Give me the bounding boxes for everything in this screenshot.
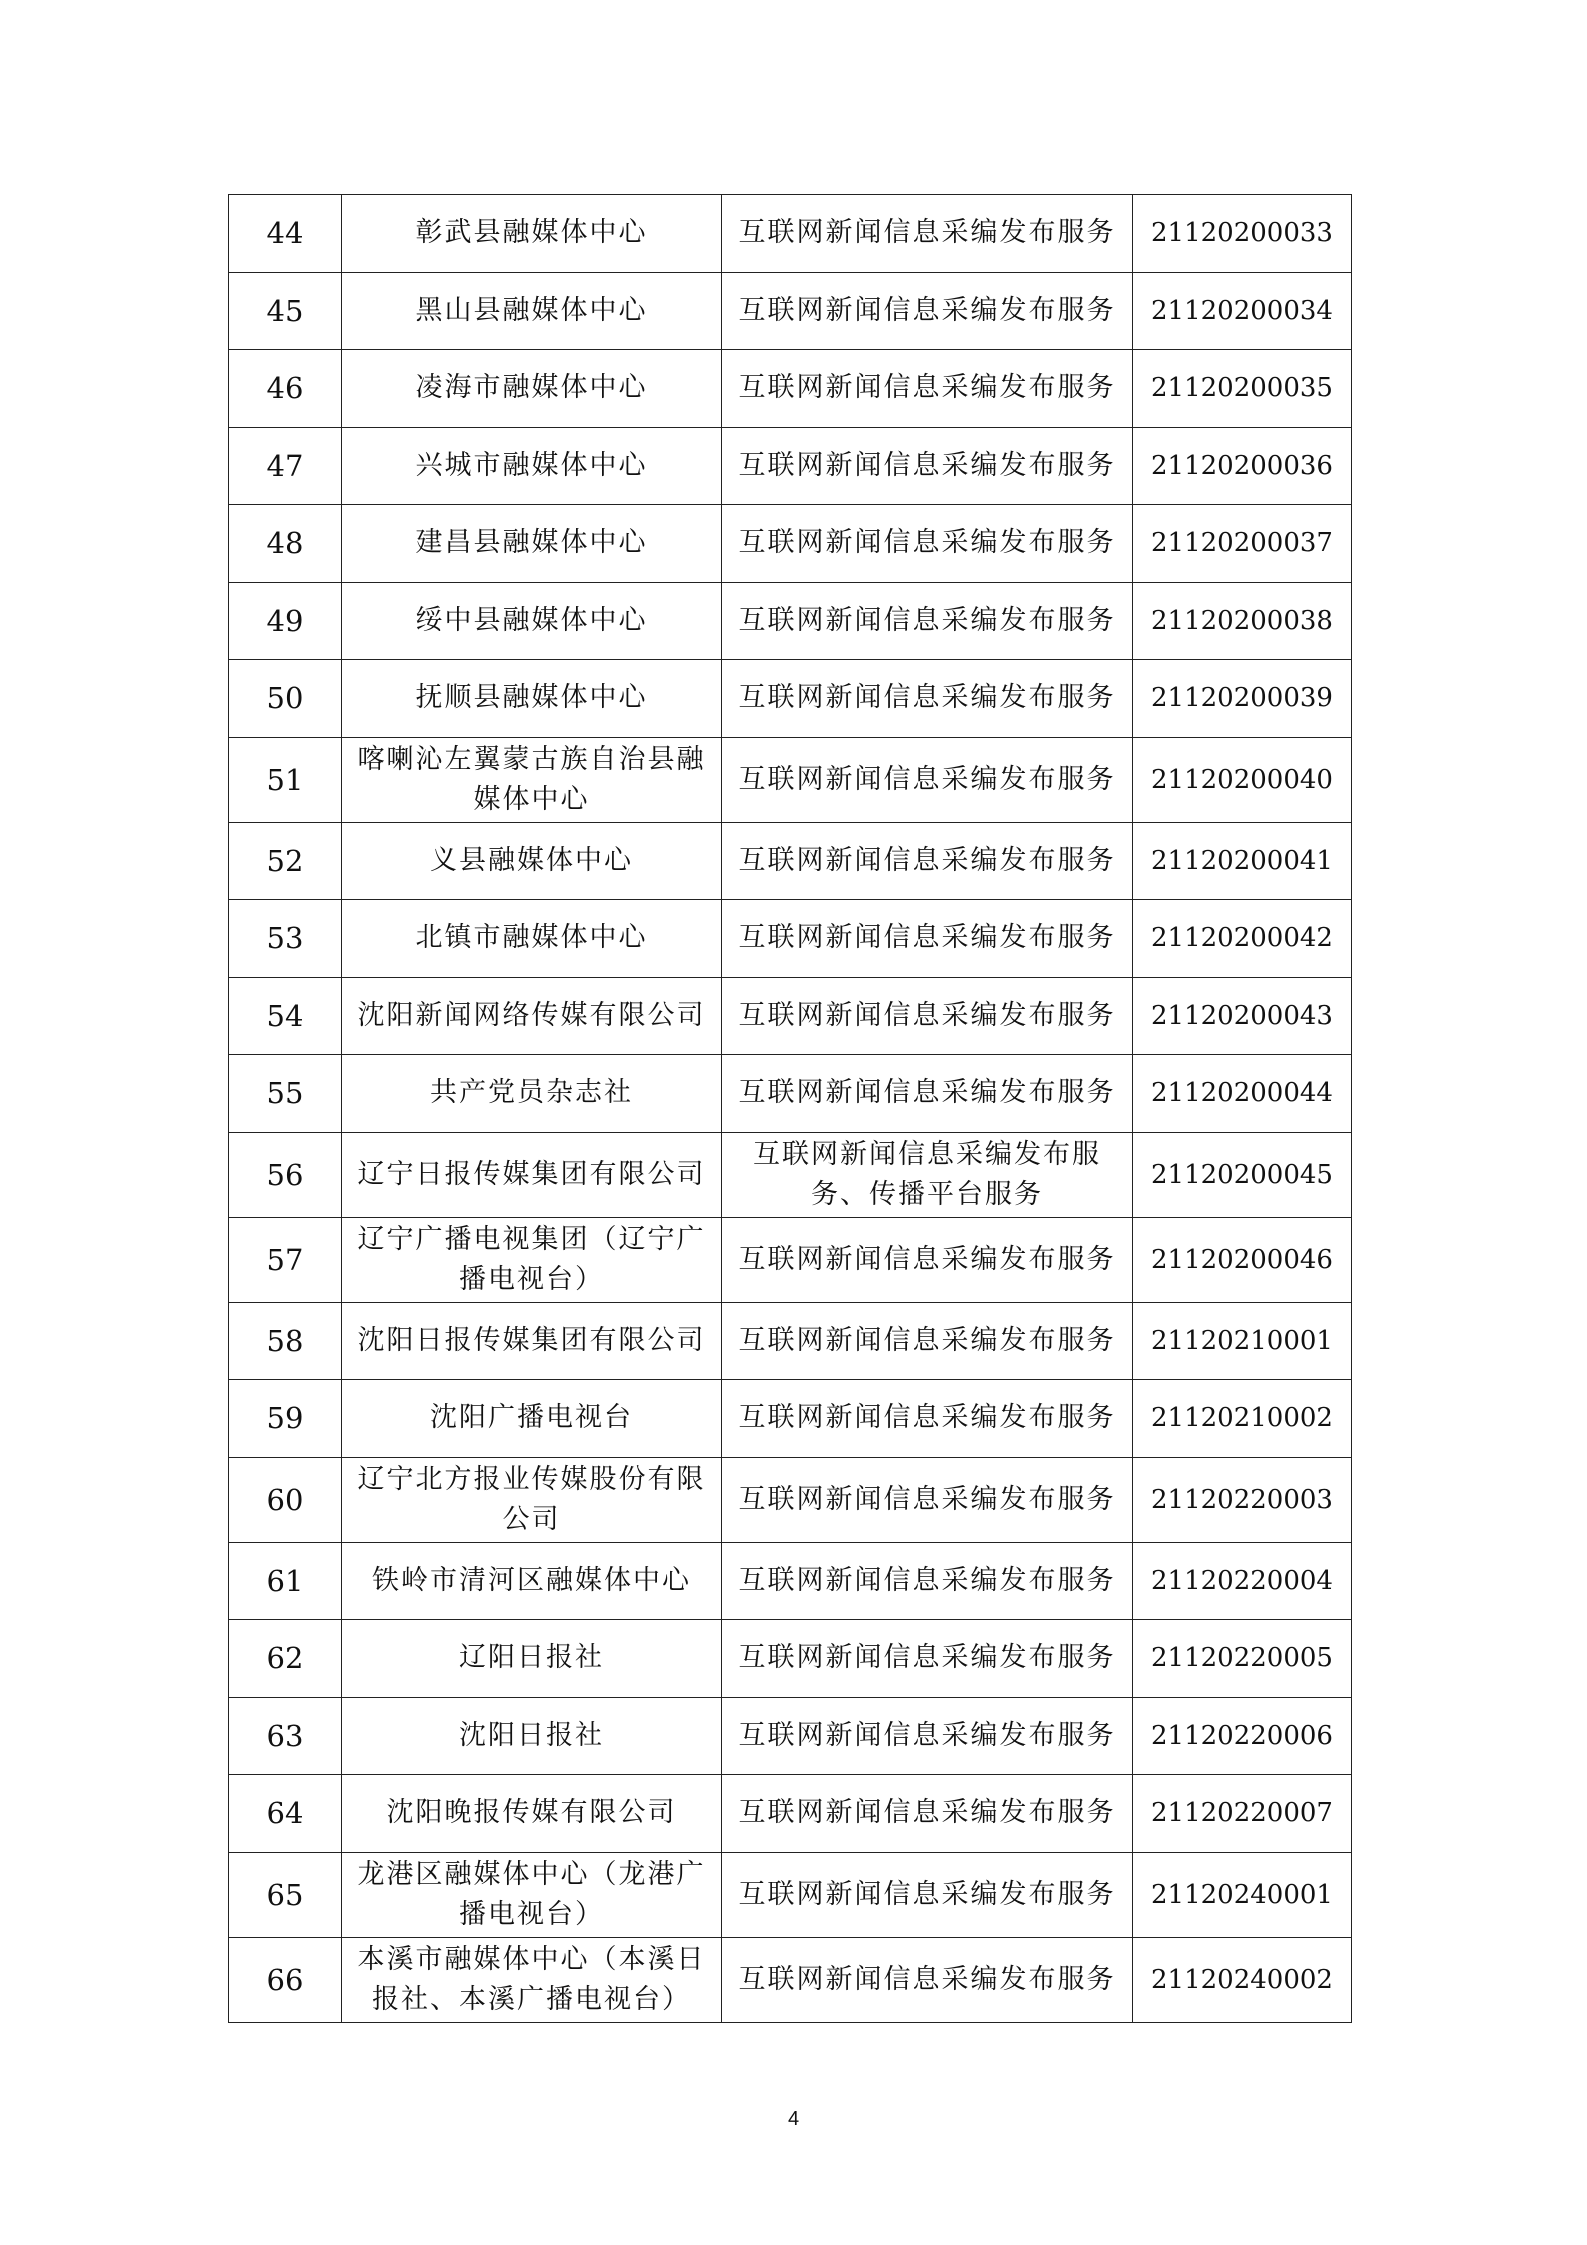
row-number-cell: 63 xyxy=(229,1697,342,1775)
license-code-cell: 21120200033 xyxy=(1133,195,1352,273)
license-code-cell: 21120200040 xyxy=(1133,737,1352,822)
table-row xyxy=(229,1380,1352,1458)
org-name-cell: 凌海市融媒体中心 xyxy=(342,350,722,428)
license-code-cell: 21120220005 xyxy=(1133,1620,1352,1698)
table-row xyxy=(229,427,1352,505)
row-number-cell: 57 xyxy=(229,1217,342,1302)
license-code-cell: 21120220006 xyxy=(1133,1697,1352,1775)
table-row xyxy=(229,1457,1352,1542)
license-code-cell: 21120200034 xyxy=(1133,272,1352,350)
license-code-cell: 21120210001 xyxy=(1133,1302,1352,1380)
row-number-cell: 49 xyxy=(229,582,342,660)
table-row xyxy=(229,1852,1352,1937)
service-type-cell: 互联网新闻信息采编发布服务 xyxy=(722,822,1133,900)
row-number-cell: 51 xyxy=(229,737,342,822)
row-number-cell: 52 xyxy=(229,822,342,900)
org-name-cell: 沈阳广播电视台 xyxy=(342,1380,722,1458)
row-number-cell: 54 xyxy=(229,977,342,1055)
table-row xyxy=(229,900,1352,978)
org-name-cell: 沈阳日报社 xyxy=(342,1697,722,1775)
license-code-cell: 21120200045 xyxy=(1133,1132,1352,1217)
org-name-cell: 沈阳日报传媒集团有限公司 xyxy=(342,1302,722,1380)
org-name-cell: 共产党员杂志社 xyxy=(342,1055,722,1133)
license-code-cell: 21120240002 xyxy=(1133,1937,1352,2022)
row-number-cell: 60 xyxy=(229,1457,342,1542)
service-type-cell: 互联网新闻信息采编发布服务 xyxy=(722,977,1133,1055)
table-body xyxy=(229,195,1352,2023)
row-number-cell: 44 xyxy=(229,195,342,273)
service-type-cell: 互联网新闻信息采编发布服务 xyxy=(722,272,1133,350)
row-number-cell: 48 xyxy=(229,505,342,583)
service-type-cell: 互联网新闻信息采编发布服务 xyxy=(722,1937,1133,2022)
org-name-cell: 辽阳日报社 xyxy=(342,1620,722,1698)
row-number-cell: 55 xyxy=(229,1055,342,1133)
table-row xyxy=(229,977,1352,1055)
row-number-cell: 65 xyxy=(229,1852,342,1937)
table-row xyxy=(229,1542,1352,1620)
service-type-cell: 互联网新闻信息采编发布服务、传播平台服务 xyxy=(722,1132,1133,1217)
row-number-cell: 66 xyxy=(229,1937,342,2022)
license-code-cell: 21120220004 xyxy=(1133,1542,1352,1620)
org-name-cell: 龙港区融媒体中心（龙港广播电视台） xyxy=(342,1852,722,1937)
table-row xyxy=(229,1775,1352,1853)
row-number-cell: 56 xyxy=(229,1132,342,1217)
license-code-cell: 21120200035 xyxy=(1133,350,1352,428)
org-name-cell: 绥中县融媒体中心 xyxy=(342,582,722,660)
org-name-cell: 北镇市融媒体中心 xyxy=(342,900,722,978)
service-type-cell: 互联网新闻信息采编发布服务 xyxy=(722,737,1133,822)
service-type-cell: 互联网新闻信息采编发布服务 xyxy=(722,505,1133,583)
row-number-cell: 45 xyxy=(229,272,342,350)
org-name-cell: 义县融媒体中心 xyxy=(342,822,722,900)
table-row xyxy=(229,505,1352,583)
table-row xyxy=(229,1055,1352,1133)
row-number-cell: 46 xyxy=(229,350,342,428)
row-number-cell: 50 xyxy=(229,660,342,738)
org-name-cell: 辽宁广播电视集团（辽宁广播电视台） xyxy=(342,1217,722,1302)
license-code-cell: 21120220007 xyxy=(1133,1775,1352,1853)
service-type-cell: 互联网新闻信息采编发布服务 xyxy=(722,195,1133,273)
service-type-cell: 互联网新闻信息采编发布服务 xyxy=(722,1302,1133,1380)
license-code-cell: 21120220003 xyxy=(1133,1457,1352,1542)
table-row xyxy=(229,272,1352,350)
row-number-cell: 61 xyxy=(229,1542,342,1620)
license-code-cell: 21120200038 xyxy=(1133,582,1352,660)
service-type-cell: 互联网新闻信息采编发布服务 xyxy=(722,1055,1133,1133)
row-number-cell: 58 xyxy=(229,1302,342,1380)
org-name-cell: 辽宁日报传媒集团有限公司 xyxy=(342,1132,722,1217)
table-row xyxy=(229,1302,1352,1380)
table-row xyxy=(229,582,1352,660)
license-code-cell: 21120200044 xyxy=(1133,1055,1352,1133)
license-code-cell: 21120200043 xyxy=(1133,977,1352,1055)
table-row xyxy=(229,195,1352,273)
license-code-cell: 21120210002 xyxy=(1133,1380,1352,1458)
row-number-cell: 47 xyxy=(229,427,342,505)
table-row xyxy=(229,1697,1352,1775)
license-code-cell: 21120200041 xyxy=(1133,822,1352,900)
org-name-cell: 沈阳晚报传媒有限公司 xyxy=(342,1775,722,1853)
license-code-cell: 21120200037 xyxy=(1133,505,1352,583)
table-row xyxy=(229,1132,1352,1217)
service-type-cell: 互联网新闻信息采编发布服务 xyxy=(722,1620,1133,1698)
table-row xyxy=(229,737,1352,822)
org-name-cell: 兴城市融媒体中心 xyxy=(342,427,722,505)
org-name-cell: 彰武县融媒体中心 xyxy=(342,195,722,273)
org-name-cell: 抚顺县融媒体中心 xyxy=(342,660,722,738)
org-name-cell: 黑山县融媒体中心 xyxy=(342,272,722,350)
org-name-cell: 建昌县融媒体中心 xyxy=(342,505,722,583)
service-type-cell: 互联网新闻信息采编发布服务 xyxy=(722,1217,1133,1302)
service-type-cell: 互联网新闻信息采编发布服务 xyxy=(722,1457,1133,1542)
license-code-cell: 21120200039 xyxy=(1133,660,1352,738)
org-name-cell: 辽宁北方报业传媒股份有限公司 xyxy=(342,1457,722,1542)
table-row xyxy=(229,1937,1352,2022)
table-row xyxy=(229,350,1352,428)
service-type-cell: 互联网新闻信息采编发布服务 xyxy=(722,1697,1133,1775)
org-name-cell: 铁岭市清河区融媒体中心 xyxy=(342,1542,722,1620)
row-number-cell: 53 xyxy=(229,900,342,978)
org-name-cell: 沈阳新闻网络传媒有限公司 xyxy=(342,977,722,1055)
org-name-cell: 本溪市融媒体中心（本溪日报社、本溪广播电视台） xyxy=(342,1937,722,2022)
service-type-cell: 互联网新闻信息采编发布服务 xyxy=(722,427,1133,505)
org-name-cell: 喀喇沁左翼蒙古族自治县融媒体中心 xyxy=(342,737,722,822)
service-type-cell: 互联网新闻信息采编发布服务 xyxy=(722,900,1133,978)
license-code-cell: 21120200036 xyxy=(1133,427,1352,505)
row-number-cell: 59 xyxy=(229,1380,342,1458)
service-type-cell: 互联网新闻信息采编发布服务 xyxy=(722,1775,1133,1853)
service-type-cell: 互联网新闻信息采编发布服务 xyxy=(722,582,1133,660)
service-type-cell: 互联网新闻信息采编发布服务 xyxy=(722,1380,1133,1458)
service-type-cell: 互联网新闻信息采编发布服务 xyxy=(722,1852,1133,1937)
service-type-cell: 互联网新闻信息采编发布服务 xyxy=(722,660,1133,738)
table-row xyxy=(229,822,1352,900)
service-type-cell: 互联网新闻信息采编发布服务 xyxy=(722,1542,1133,1620)
license-code-cell: 21120200042 xyxy=(1133,900,1352,978)
table-row xyxy=(229,1217,1352,1302)
license-code-cell: 21120240001 xyxy=(1133,1852,1352,1937)
table-row xyxy=(229,660,1352,738)
service-type-cell: 互联网新闻信息采编发布服务 xyxy=(722,350,1133,428)
license-code-cell: 21120200046 xyxy=(1133,1217,1352,1302)
row-number-cell: 62 xyxy=(229,1620,342,1698)
row-number-cell: 64 xyxy=(229,1775,342,1853)
table-row xyxy=(229,1620,1352,1698)
license-table xyxy=(228,194,1352,2023)
page-number: 4 xyxy=(787,2108,800,2130)
